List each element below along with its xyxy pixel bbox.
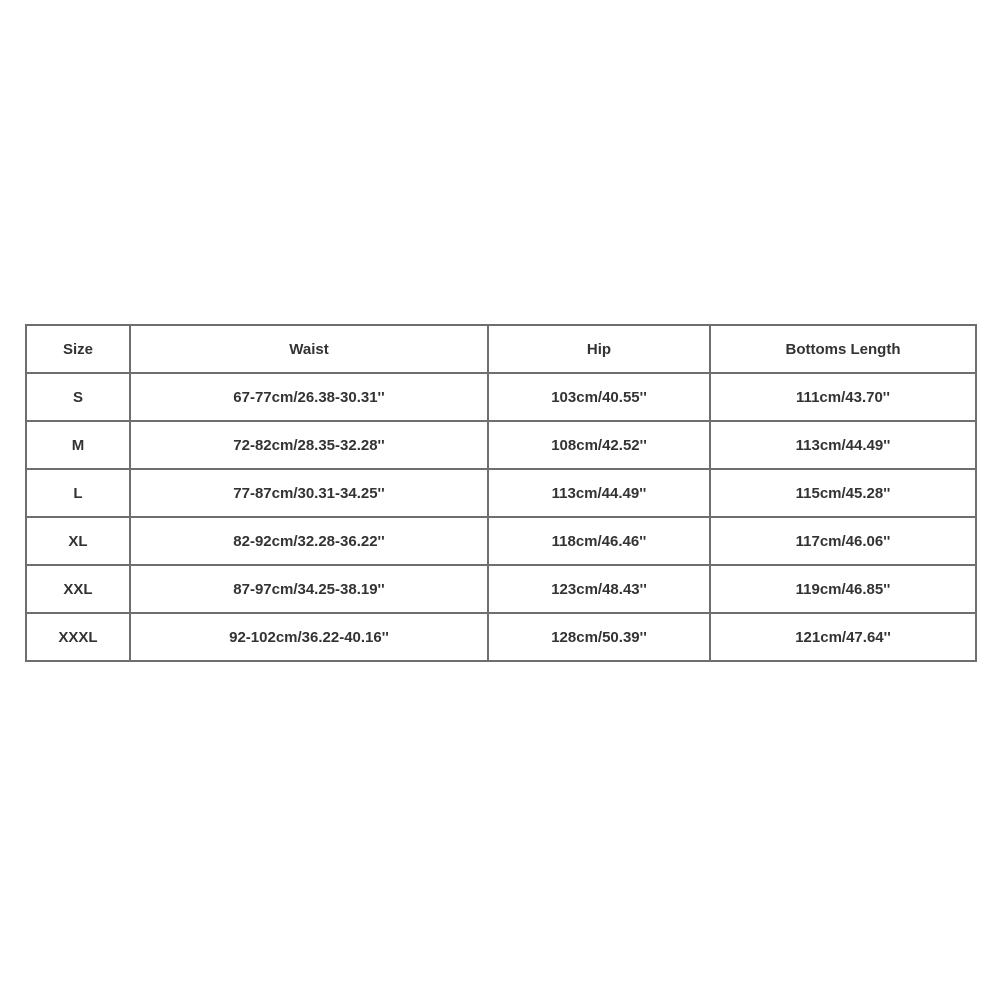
cell-bottoms-length: 121cm/47.64'' bbox=[710, 613, 976, 661]
cell-waist: 67-77cm/26.38-30.31'' bbox=[130, 373, 488, 421]
cell-size: S bbox=[26, 373, 130, 421]
cell-hip: 108cm/42.52'' bbox=[488, 421, 710, 469]
table-row bbox=[26, 373, 976, 421]
cell-size: XL bbox=[26, 517, 130, 565]
table-row bbox=[26, 565, 976, 613]
cell-bottoms-length: 111cm/43.70'' bbox=[710, 373, 976, 421]
cell-hip: 113cm/44.49'' bbox=[488, 469, 710, 517]
cell-size: M bbox=[26, 421, 130, 469]
table-row bbox=[26, 421, 976, 469]
table-row bbox=[26, 613, 976, 661]
cell-hip: 128cm/50.39'' bbox=[488, 613, 710, 661]
cell-bottoms-length: 113cm/44.49'' bbox=[710, 421, 976, 469]
size-chart-table bbox=[25, 324, 977, 662]
cell-size: XXXL bbox=[26, 613, 130, 661]
cell-waist: 87-97cm/34.25-38.19'' bbox=[130, 565, 488, 613]
cell-size: L bbox=[26, 469, 130, 517]
cell-waist: 82-92cm/32.28-36.22'' bbox=[130, 517, 488, 565]
cell-bottoms-length: 119cm/46.85'' bbox=[710, 565, 976, 613]
cell-bottoms-length: 115cm/45.28'' bbox=[710, 469, 976, 517]
table-row bbox=[26, 517, 976, 565]
cell-hip: 118cm/46.46'' bbox=[488, 517, 710, 565]
header-bottoms-length: Bottoms Length bbox=[710, 325, 976, 373]
cell-waist: 72-82cm/28.35-32.28'' bbox=[130, 421, 488, 469]
cell-hip: 123cm/48.43'' bbox=[488, 565, 710, 613]
cell-size: XXL bbox=[26, 565, 130, 613]
cell-hip: 103cm/40.55'' bbox=[488, 373, 710, 421]
cell-bottoms-length: 117cm/46.06'' bbox=[710, 517, 976, 565]
header-waist: Waist bbox=[130, 325, 488, 373]
header-size: Size bbox=[26, 325, 130, 373]
table-row bbox=[26, 469, 976, 517]
table-header-row bbox=[26, 325, 976, 373]
cell-waist: 92-102cm/36.22-40.16'' bbox=[130, 613, 488, 661]
cell-waist: 77-87cm/30.31-34.25'' bbox=[130, 469, 488, 517]
header-hip: Hip bbox=[488, 325, 710, 373]
